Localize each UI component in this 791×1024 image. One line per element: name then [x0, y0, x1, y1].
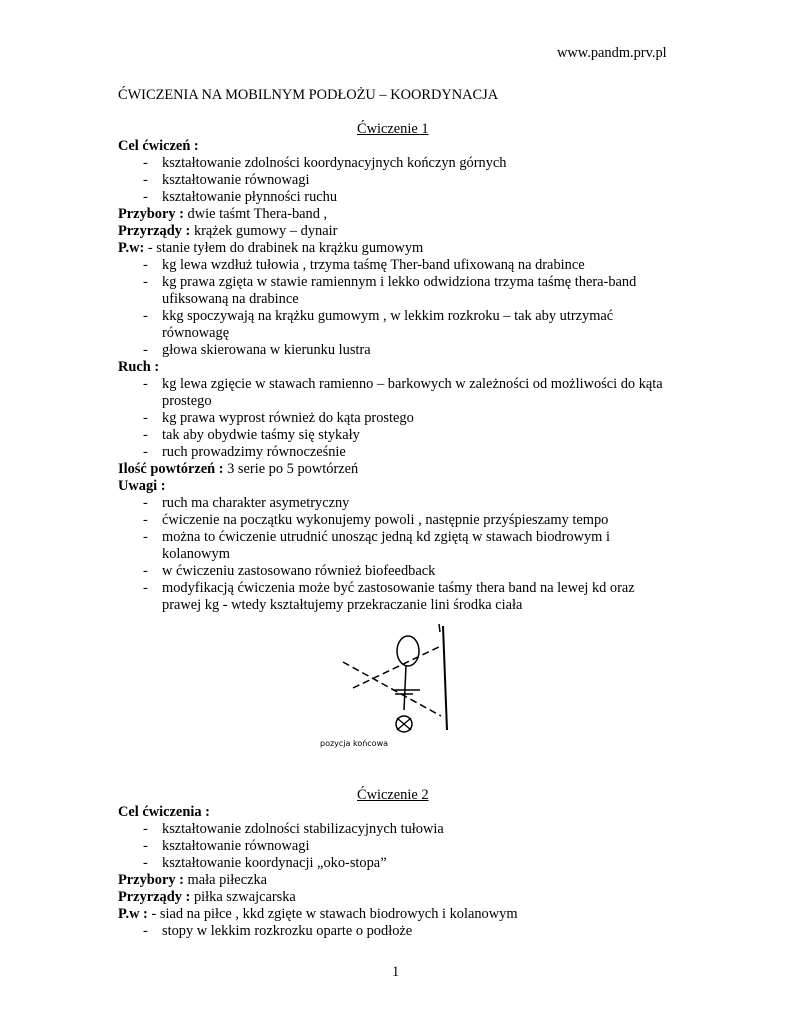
bullet: -	[143, 821, 148, 837]
bullet: -	[143, 529, 148, 545]
exercise1-reps-line	[118, 461, 358, 478]
exercise1-heading: Ćwiczenie 1	[357, 121, 429, 137]
equipment-value: dwie taśmt Thera-band ,	[187, 206, 328, 222]
list-item: kształtowanie równowagi	[162, 838, 310, 854]
reps-label: Ilość powtórzeń :	[118, 461, 224, 477]
list-item: kształtowanie równowagi	[162, 172, 310, 188]
bullet: -	[143, 580, 148, 596]
list-item: kształtowanie koordynacji „oko-stopa”	[162, 855, 387, 871]
list-item: kształtowanie zdolności stabilizacyjnych tułowia	[162, 821, 444, 837]
band-line	[343, 662, 441, 716]
list-item-continuation: prostego	[162, 393, 212, 409]
start-text: - siad na piłce , kkd zgięte w stawach biodrowych i kolanowym	[151, 906, 518, 922]
exercise2-heading: Ćwiczenie 2	[357, 787, 429, 803]
exercise2-goal-label: Cel ćwiczenia :	[118, 804, 210, 820]
bullet: -	[143, 376, 148, 392]
list-item: ruch ma charakter asymetryczny	[162, 495, 350, 511]
devices-value: piłka szwajcarska	[193, 889, 296, 905]
exercise1-start-line	[118, 240, 423, 257]
bullet: -	[143, 342, 148, 358]
exercise2-equipment-line	[118, 872, 267, 889]
start-label: P.w:	[118, 240, 145, 256]
header-url: www.pandm.prv.pl	[557, 45, 667, 61]
list-item: tak aby obydwie taśmy się stykały	[162, 427, 360, 443]
list-item-continuation: ufiksowaną na drabince	[162, 291, 299, 307]
list-item: można to ćwiczenie utrudnić unosząc jedną kd zgiętą w stawach biodrowym i	[162, 529, 610, 545]
list-item: w ćwiczeniu zastosowano również biofeedback	[162, 563, 436, 579]
list-item: stopy w lekkim rozkrozku oparte o podłoże	[162, 923, 413, 939]
list-item: głowa skierowana w kierunku lustra	[162, 342, 371, 358]
start-text: - stanie tyłem do drabinek na krążku gumowym	[147, 240, 424, 256]
wall-bar-short	[439, 624, 440, 632]
list-item: kg prawa wyprost również do kąta prostego	[162, 410, 414, 426]
bullet: -	[143, 427, 148, 443]
list-item: kg lewa wzdłuż tułowia , trzyma taśmę Ther-band ufixowaną na drabince	[162, 257, 585, 273]
devices-label: Przyrządy :	[118, 223, 191, 239]
list-item: kg lewa zgięcie w stawach ramienno – barkowych w zależności od możliwości do kąta	[162, 376, 663, 392]
page-number: 1	[392, 964, 400, 980]
equipment-label: Przybory :	[118, 206, 184, 222]
bullet: -	[143, 855, 148, 871]
list-item-continuation: kolanowym	[162, 546, 230, 562]
exercise2-start-line	[118, 906, 518, 923]
list-item: ćwiczenie na początku wykonujemy powoli , następnie przyśpieszamy tempo	[162, 512, 609, 528]
list-item: kkg spoczywają na krążku gumowym , w lekkim rozkroku – tak aby utrzymać	[162, 308, 614, 324]
equipment-value: mała piłeczka	[187, 872, 268, 888]
figure-torso	[404, 666, 406, 710]
document-title: ĆWICZENIA NA MOBILNYM PODŁOŻU – KOORDYNACJA	[118, 87, 499, 103]
list-item: modyfikacją ćwiczenia może być zastosowanie taśmy thera band na lewej kd oraz	[162, 580, 635, 596]
exercise1-movement-label: Ruch :	[118, 359, 160, 375]
bullet: -	[143, 189, 148, 205]
devices-value: krążek gumowy – dynair	[193, 223, 338, 239]
list-item: kg prawa zgięta w stawie ramiennym i lekko odwidziona trzyma taśmę thera-band	[162, 274, 637, 290]
bullet: -	[143, 410, 148, 426]
list-item-continuation: prawej kg - wtedy kształtujemy przekraczanie lini środka ciała	[162, 597, 523, 613]
exercise2-devices-line	[118, 889, 296, 906]
bullet: -	[143, 495, 148, 511]
list-item-continuation: równowagę	[162, 325, 230, 341]
bullet: -	[143, 838, 148, 854]
list-item: ruch prowadzimy równocześnie	[162, 444, 346, 460]
equipment-label: Przybory :	[118, 872, 184, 888]
bullet: -	[143, 444, 148, 460]
bullet: -	[143, 274, 148, 290]
list-item: kształtowanie zdolności koordynacyjnych kończyn górnych	[162, 155, 507, 171]
exercise1-equipment-line	[118, 206, 327, 223]
bullet: -	[143, 257, 148, 273]
bullet: -	[143, 155, 148, 171]
exercise1-goal-label: Cel ćwiczeń :	[118, 138, 199, 154]
start-label: P.w :	[118, 906, 148, 922]
bullet: -	[143, 172, 148, 188]
devices-label: Przyrządy :	[118, 889, 191, 905]
wall-bar-line	[443, 626, 447, 730]
figure-caption: pozycja końcowa	[320, 739, 389, 748]
bullet: -	[143, 923, 148, 939]
bullet: -	[143, 308, 148, 324]
list-item: kształtowanie płynności ruchu	[162, 189, 338, 205]
exercise1-devices-line	[118, 223, 337, 240]
exercise1-notes-label: Uwagi :	[118, 478, 166, 494]
bullet: -	[143, 512, 148, 528]
bullet: -	[143, 563, 148, 579]
reps-value: 3 serie po 5 powtórzeń	[227, 461, 359, 477]
